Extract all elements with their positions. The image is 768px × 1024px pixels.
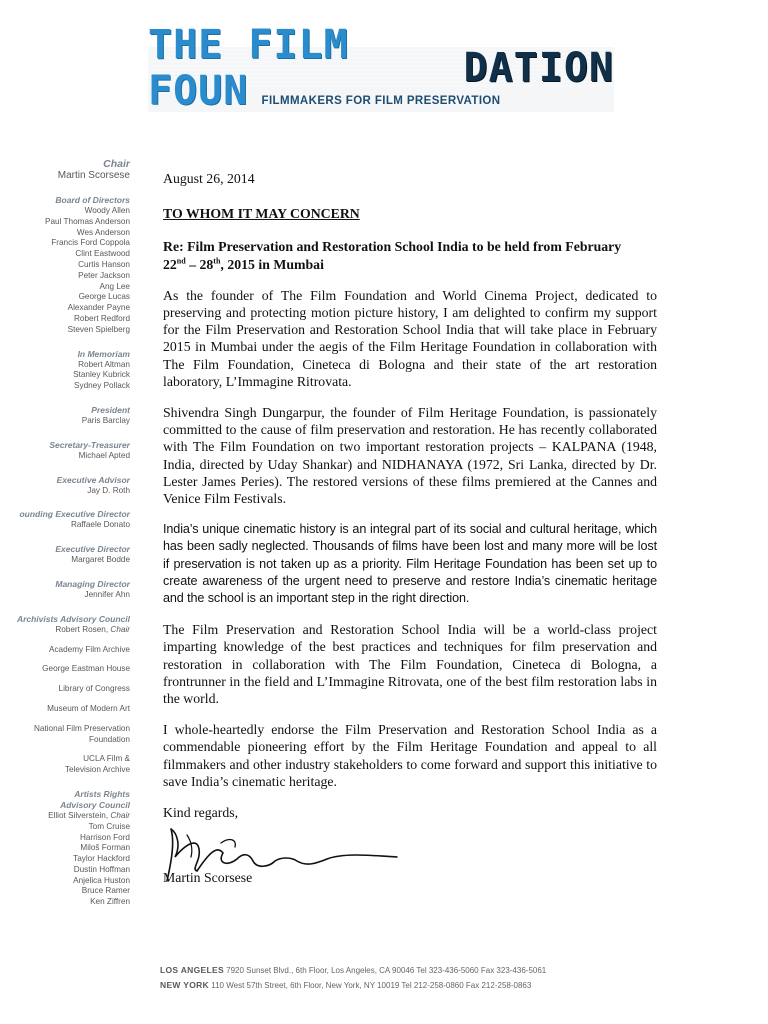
secretary-label: Secretary-Treasurer — [49, 439, 130, 450]
chair-label: Chair — [103, 158, 130, 170]
closing: Kind regards, — [163, 805, 239, 821]
artist-member: Miloš Forman — [80, 843, 130, 853]
archive-member: Television Archive — [64, 765, 130, 775]
board-member: Paul Thomas Anderson — [45, 216, 130, 226]
subject-ordinal: nd — [176, 256, 186, 266]
footer-ny-label: NEW YORK — [160, 980, 209, 990]
paragraph-1: As the founder of The Film Foundation and World Cinema Project, dedicated to preserving and protecting motion picture history, I am delighted to confirm my support for the Film Preservation and Restoration School India that will take place in February 2015 in Mumbai under the aegis of the Film Heritage Foundation in collaboration with The Film Foundation, Cineteca di Bologna and their state of the art restoration laboratory, L’Immagine Ritrovata. — [163, 287, 657, 389]
board-member: Wes Anderson — [76, 227, 130, 237]
archive-member: Foundation — [89, 734, 130, 744]
president-label: President — [91, 404, 130, 415]
footer-ny — [160, 978, 546, 993]
memoriam-name: Stanley Kubrick — [73, 370, 130, 380]
footer-la — [160, 963, 546, 978]
board-member: Peter Jackson — [78, 270, 130, 280]
letter-body — [163, 170, 657, 889]
footer-ny-address: 110 West 57th Street, 6th Floor, New York, NY 10019 Tel 212-258-0860 Fax 212-258-0863 — [211, 981, 532, 990]
chair-name: Martin Scorsese — [57, 170, 130, 181]
paragraph-4: The Film Preservation and Restoration School India will be a world-class project imparting knowledge of the best practices and techniques for film preservation and restoration in collaboration with The Film Foundation, Cineteca di Bologna, a frontrunner in the field and L’Immagine Ritrovata, one of the best film restoration labs in the world. — [163, 622, 657, 707]
artists-council-label: Advisory Council — [60, 799, 130, 810]
salutation-heading: TO WHOM IT MAY CONCERN — [163, 206, 360, 222]
artists-council-label: Artists Rights — [74, 788, 130, 799]
board-member: Clint Eastwood — [75, 249, 130, 259]
artist-member: Anjelica Huston — [73, 875, 130, 885]
subject-line — [163, 238, 657, 272]
managing-director-name: Jennifer Ahn — [84, 589, 130, 599]
subject-year-city: , 2015 in Mumbai — [220, 256, 324, 272]
paragraph-5: I whole-heartedly endorse the Film Preservation and Restoration School India as a commendable pioneering effort by the Film Heritage Foundation and appeal to all filmmakers and other industry stakeholders to come forward and support this initiative to save India’s cinematic heritage. — [163, 722, 657, 789]
archive-member: National Film Preservation — [33, 723, 130, 733]
artists-chair — [0, 811, 130, 822]
board-member: Robert Redford — [74, 313, 130, 323]
paragraph-3: India’s unique cinematic history is an integral part of its social and cultural heritage, which has been sadly neglected. Thousands of films have been lost and many more will be lost if preservation is not taken up as a priority. Film Heritage Foundation has been set up to create awareness of the urgent need to preserve and restore India’s cinematic heritage and the school is an important step in the right direction. — [163, 522, 657, 606]
chair-word: Chair — [110, 624, 130, 634]
board-member: Steven Spielberg — [67, 324, 130, 334]
letterhead-logo — [148, 22, 614, 114]
letterhead-footer — [160, 963, 546, 993]
board-member: George Lucas — [78, 292, 130, 302]
board-label: Board of Directors — [55, 195, 130, 205]
founding-director-name: Raffaele Donato — [70, 520, 130, 530]
board-member: Woody Allen — [84, 206, 130, 215]
paragraph-2: Shivendra Singh Dungarpur, the founder of Film Heritage Foundation, is passionately committed to the cause of film preservation and restoration. He has recently collaborated with The Film Foundation on two important restoration projects – KALPANA (1948, India, directed by Uday Shankar) and NIDHANAYA (1972, Sri Lanka, directed by Dr. Lester James Peries). The restored versions of these films premiered at the Cannes and Venice Film Festivals. — [163, 405, 657, 507]
memoriam-label: In Memoriam — [77, 348, 130, 359]
artist-member: Ken Ziffren — [90, 897, 130, 907]
archivists-chair-name: Robert Rosen, — [55, 624, 109, 634]
executive-director-label: Executive Director — [55, 544, 130, 555]
subject-end-day: – 28 — [185, 256, 214, 272]
artist-member: Tom Cruise — [88, 821, 130, 831]
advisor-label: Executive Advisor — [56, 474, 130, 485]
artist-member: Harrison Ford — [79, 832, 130, 842]
archivists-chair — [0, 625, 130, 636]
subject-ordinal: th — [213, 256, 221, 266]
managing-director-label: Managing Director — [55, 578, 130, 589]
board-member: Ang Lee — [99, 281, 130, 291]
signature-block — [163, 823, 657, 889]
artists-chair-name: Elliot Silverstein, — [48, 810, 109, 820]
executive-director-name: Margaret Bodde — [71, 555, 130, 565]
archivists-council-label: Archivists Advisory Council — [16, 613, 130, 624]
board-member: Francis Ford Coppola — [51, 238, 130, 248]
board-sidebar — [0, 158, 130, 921]
board-member: Alexander Payne — [67, 303, 130, 313]
advisor-name: Jay D. Roth — [87, 485, 130, 495]
artist-member: Dustin Hoffman — [73, 864, 130, 874]
president-name: Paris Barclay — [81, 415, 130, 425]
logo-wordmark-light: DATION — [463, 45, 614, 91]
founding-director-label: ounding Executive Director — [19, 509, 130, 520]
archive-member: George Eastman House — [42, 664, 130, 674]
secretary-name: Michael Apted — [78, 450, 130, 460]
logo-wordmark-dark: THE FILM FOUN — [148, 22, 349, 114]
subject-line-1: Re: Film Preservation and Restoration School India to be held from February — [163, 239, 622, 255]
board-member: Curtis Hanson — [78, 259, 130, 269]
archive-member: UCLA Film & — [83, 754, 130, 764]
footer-la-label: LOS ANGELES — [160, 965, 224, 975]
chair-word: Chair — [110, 810, 130, 820]
letter-date: August 26, 2014 — [163, 171, 255, 186]
logo-tagline: FILMMAKERS FOR FILM PRESERVATION — [261, 95, 501, 107]
archive-member: Academy Film Archive — [49, 644, 130, 654]
memoriam-name: Robert Altman — [78, 359, 130, 369]
archive-member: Library of Congress — [58, 684, 130, 694]
archive-member: Museum of Modern Art — [47, 703, 130, 713]
subject-start-day: 22 — [163, 256, 177, 272]
memoriam-name: Sydney Pollack — [74, 381, 130, 391]
artist-member: Bruce Ramer — [81, 886, 130, 896]
footer-la-address: 7920 Sunset Blvd., 6th Floor, Los Angeles, CA 90046 Tel 323-436-5060 Fax 323-436-5061 — [226, 966, 547, 975]
artist-member: Taylor Hackford — [73, 854, 130, 864]
signer-name: Martin Scorsese — [163, 870, 253, 886]
